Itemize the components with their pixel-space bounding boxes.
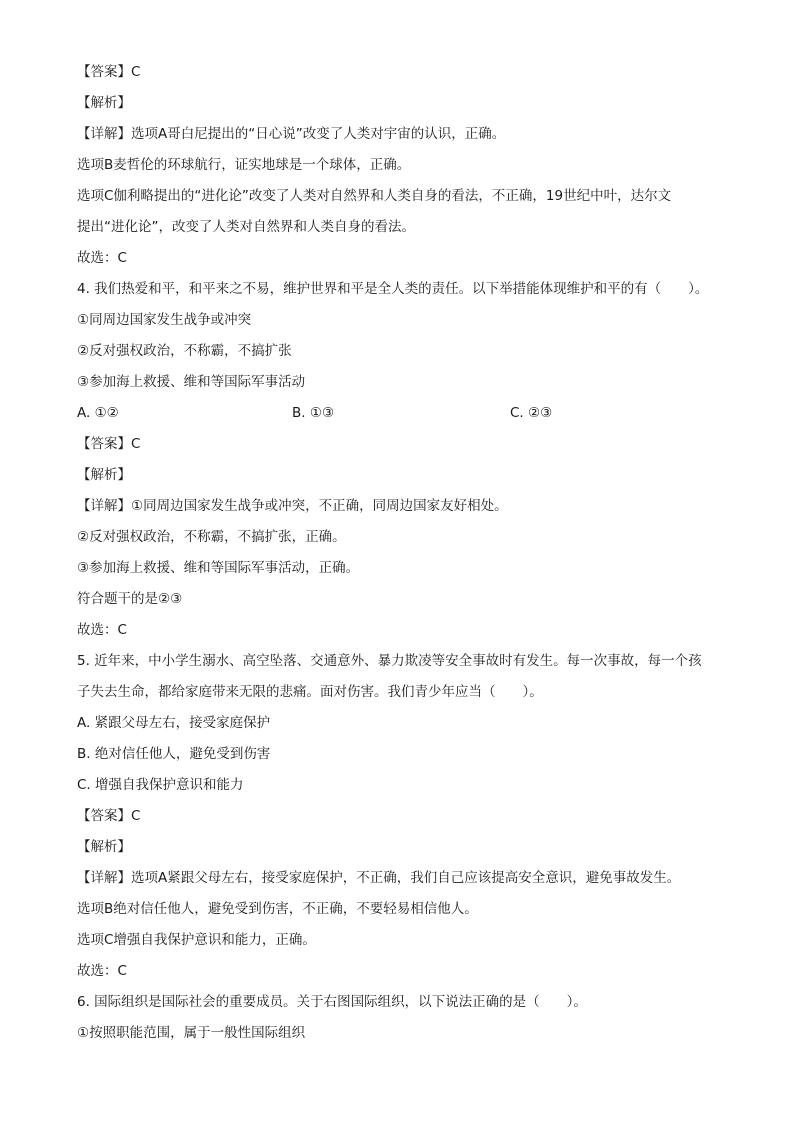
detail-line: 【详解】选项A哥白尼提出的“日心说”改变了人类对宇宙的认识，正确。 bbox=[77, 126, 506, 142]
question-6-stem: 6. 国际组织是国际社会的重要成员。关于右图国际组织，以下说法正确的是（ ）。 bbox=[77, 994, 587, 1010]
detail-line: ③参加海上救援、维和等国际军事活动，正确。 bbox=[77, 560, 360, 576]
option-c: C. 增强自我保护意识和能力 bbox=[77, 777, 244, 793]
detail-line: 提出“进化论”，改变了人类对自然界和人类自身的看法。 bbox=[77, 219, 415, 235]
statement-item: ②反对强权政治，不称霸，不搞扩张 bbox=[77, 343, 292, 359]
statement-item: ③参加海上救援、维和等国际军事活动 bbox=[77, 374, 306, 390]
option-b: B. 绝对信任他人，避免受到伤害 bbox=[77, 746, 271, 762]
answer-label: 【答案】C bbox=[77, 808, 141, 824]
analysis-label: 【解析】 bbox=[77, 95, 131, 111]
detail-line: 【详解】选项A紧跟父母左右，接受家庭保护，不正确，我们自己应该提高安全意识，避免事故发生。 bbox=[77, 870, 681, 886]
detail-line: 【详解】①同周边国家发生战争或冲突，不正确，同周边国家友好相处。 bbox=[77, 498, 508, 514]
answer-label: 【答案】C bbox=[77, 64, 141, 80]
option-b: B. ①③ bbox=[292, 405, 335, 421]
option-a: A. ①② bbox=[77, 405, 119, 421]
detail-line: 符合题干的是②③ bbox=[77, 591, 183, 607]
detail-line: 选项C伽利略提出的“进化论”改变了人类对自然界和人类自身的看法，不正确，19世纪中叶，达尔文 bbox=[77, 188, 672, 204]
option-c: C. ②③ bbox=[510, 405, 553, 421]
question-5-stem: 子失去生命，都给家庭带来无限的悲痛。面对伤害。我们青少年应当（ ）。 bbox=[77, 684, 543, 700]
question-4-stem: 4. 我们热爱和平，和平来之不易，维护世界和平是全人类的责任。以下举措能体现维护和平的有（ ）。 bbox=[77, 281, 709, 297]
statement-item: ①同周边国家发生战争或冲突 bbox=[77, 312, 252, 328]
choice-line: 故选：C bbox=[77, 963, 127, 979]
detail-line: 选项B麦哲伦的环球航行，证实地球是一个球体，正确。 bbox=[77, 157, 411, 173]
choice-line: 故选：C bbox=[77, 250, 127, 266]
answer-label: 【答案】C bbox=[77, 436, 141, 452]
statement-item: ①按照职能范围，属于一般性国际组织 bbox=[77, 1025, 306, 1041]
question-4-options bbox=[77, 403, 757, 423]
analysis-label: 【解析】 bbox=[77, 839, 131, 855]
detail-line: ②反对强权政治，不称霸，不搞扩张，正确。 bbox=[77, 529, 346, 545]
choice-line: 故选：C bbox=[77, 622, 127, 638]
detail-line: 选项B绝对信任他人，避免受到伤害，不正确，不要轻易相信他人。 bbox=[77, 901, 478, 917]
question-5-stem: 5. 近年来，中小学生溺水、高空坠落、交通意外、暴力欺凌等安全事故时有发生。每一次事故，每一个孩 bbox=[77, 653, 702, 669]
detail-line: 选项C增强自我保护意识和能力，正确。 bbox=[77, 932, 316, 948]
option-a: A. 紧跟父母左右，接受家庭保护 bbox=[77, 715, 271, 731]
analysis-label: 【解析】 bbox=[77, 467, 131, 483]
